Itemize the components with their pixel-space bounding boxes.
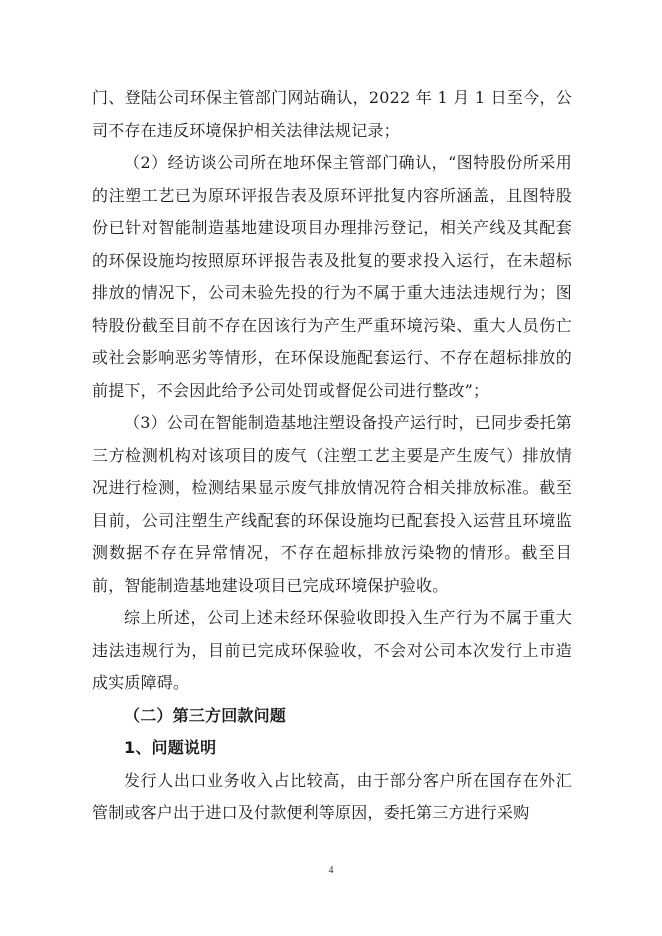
subsection-heading: 1、问题说明 [124, 738, 217, 757]
paragraph-issue-description: 发行人出口业务收入占比较高，由于部分客户所在国存在外汇管制或客户出于进口及付款便利等原因，委托第三方进行采购 [92, 770, 572, 822]
document-body [92, 82, 572, 830]
section-heading: （二）第三方回款问题 [124, 705, 287, 725]
paragraph-continuation: 门、登陆公司环保主管部门网站确认，2022 年 1 月 1 日至今，公司不存在违反环境保护相关法律法规记录； [92, 88, 572, 140]
paragraph-item-3: （3）公司在智能制造基地注塑设备投产运行时，已同步委托第三方检测机构对该项目的废气（注塑工艺主要是产生废气）排放情况进行检测，检测结果显示废气排放情况符合相关排放标准。截至目前，公司注塑生产线配套的环保设施均已配套投入运营且环境监测数据不存在异常情况，不存在超标排放污染物的情形。截至目前，智能制造基地建设项目已完成环境保护验收。 [92, 413, 572, 595]
paragraph-conclusion: 综上所述，公司上述未经环保验收即投入生产行为不属于重大违法违规行为，目前已完成环保验收，不会对公司本次发行上市造成实质障碍。 [92, 608, 572, 692]
paragraph-item-2: （2）经访谈公司所在地环保主管部门确认，“图特股份所采用的注塑工艺已为原环评报告表及原环评批复内容所涵盖，且图特股份已针对智能制造基地建设项目办理排污登记，相关产线及其配套的环保设施均按照原环评报告表及批复的要求投入运行，在未超标排放的情况下，公司未验先投的行为不属于重大违法违规行为；图特股份截至目前不存在因该行为产生严重环境污染、重大人员伤亡或社会影响恶劣等情形，在环保设施配套运行、不存在超标排放的前提下，不会因此给予公司处罚或督促公司进行整改”； [92, 153, 572, 400]
page-number: 4 [328, 865, 334, 876]
